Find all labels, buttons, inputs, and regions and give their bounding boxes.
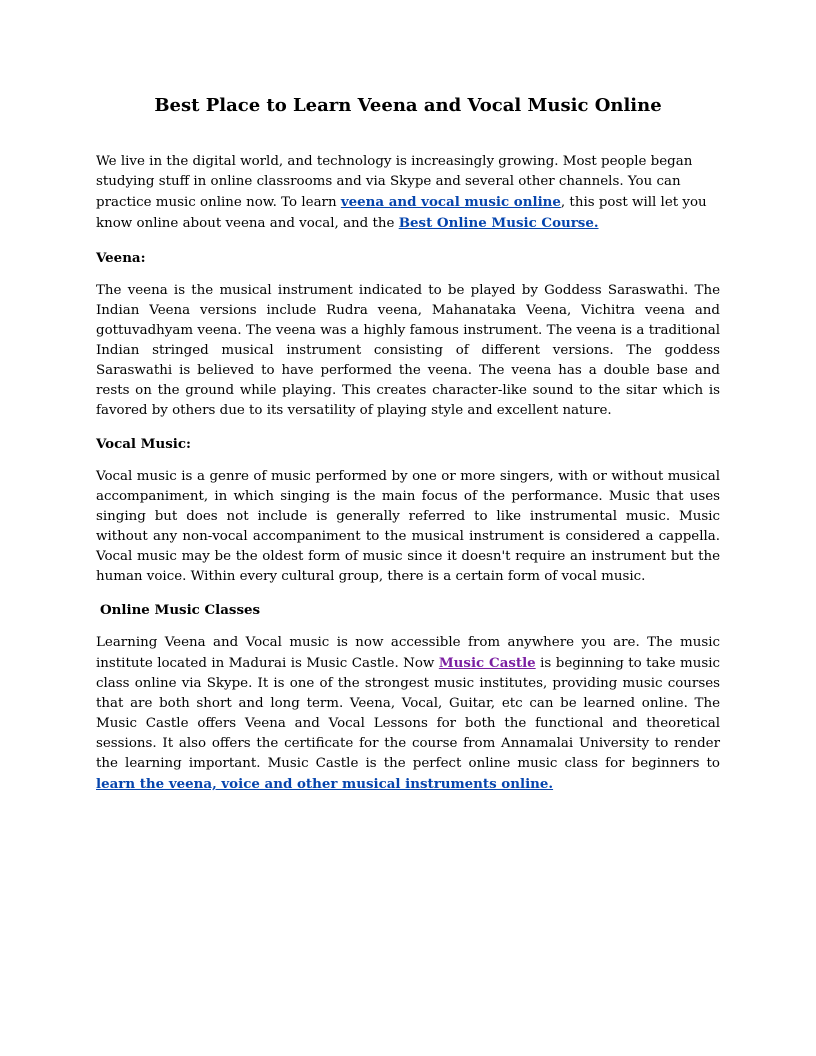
best-course-link[interactable]: Best Online Music Course. [398, 215, 599, 231]
veena-paragraph: The veena is the musical instrument indicated to be played by Goddess Saraswathi. The Indian Veena versions include Rudra veena, Mahanataka Veena, Vichitra veena and gottuvadhyam veena. The veena was a highly famous instrument. The veena is a traditional Indian stringed musical instrument consisting of different versions. The goddess Saraswathi is believed to have performed the veena. The veena has a double base and rests on the ground while playing. This creates character-like sound to the sitar which is favored by others due to its versatility of playing style and excellent nature. [96, 283, 720, 418]
intro-paragraph [96, 152, 720, 234]
intro-text-1: We live in the digital world, and technology is increasingly growing. Most people began studying stuff in online classrooms and via Skype and several other channels. You can practice music online now. To learn [96, 154, 693, 210]
online-text-1: Learning Veena and Vocal music is now accessible from anywhere you are. The music institute located in Madurai is Music Castle. Now [96, 635, 720, 671]
vocal-heading: Vocal Music: [96, 436, 191, 452]
music-castle-link[interactable]: Music Castle [438, 655, 536, 671]
intro-text-2: , this post will let you know online about veena and vocal, and the [96, 195, 707, 231]
article-body [96, 152, 720, 795]
veena-heading: Veena: [96, 250, 146, 266]
learn-instruments-link[interactable]: learn the veena, voice and other musical instruments online. [96, 776, 554, 792]
online-classes-heading: Online Music Classes [100, 602, 261, 618]
online-text-2: is beginning to take music class online via Skype. It is one of the strongest music institutes, providing music courses that are both short and long term. Veena, Vocal, Guitar, etc can be learned online. The Music Castle offers Veena and Vocal Lessons for both the functional and theoretical sessions. It also offers the certificate for the course from Annamalai University to render the learning important. Music Castle is the perfect online music class for beginners to [96, 656, 720, 771]
online-paragraph [96, 633, 720, 795]
veena-vocal-link[interactable]: veena and vocal music online [340, 194, 561, 210]
vocal-paragraph: Vocal music is a genre of music performed by one or more singers, with or without musical accompaniment, in which singing is the main focus of the performance. Music that uses singing but does not include is generally referred to like instrumental music. Music without any non-vocal accompaniment to the musical instrument is considered a cappella. Vocal music may be the oldest form of music since it doesn't require an instrument but the human voice. Within every cultural group, there is a certain form of vocal music. [96, 469, 720, 584]
page-title: Best Place to Learn Veena and Vocal Music Online [154, 95, 662, 116]
